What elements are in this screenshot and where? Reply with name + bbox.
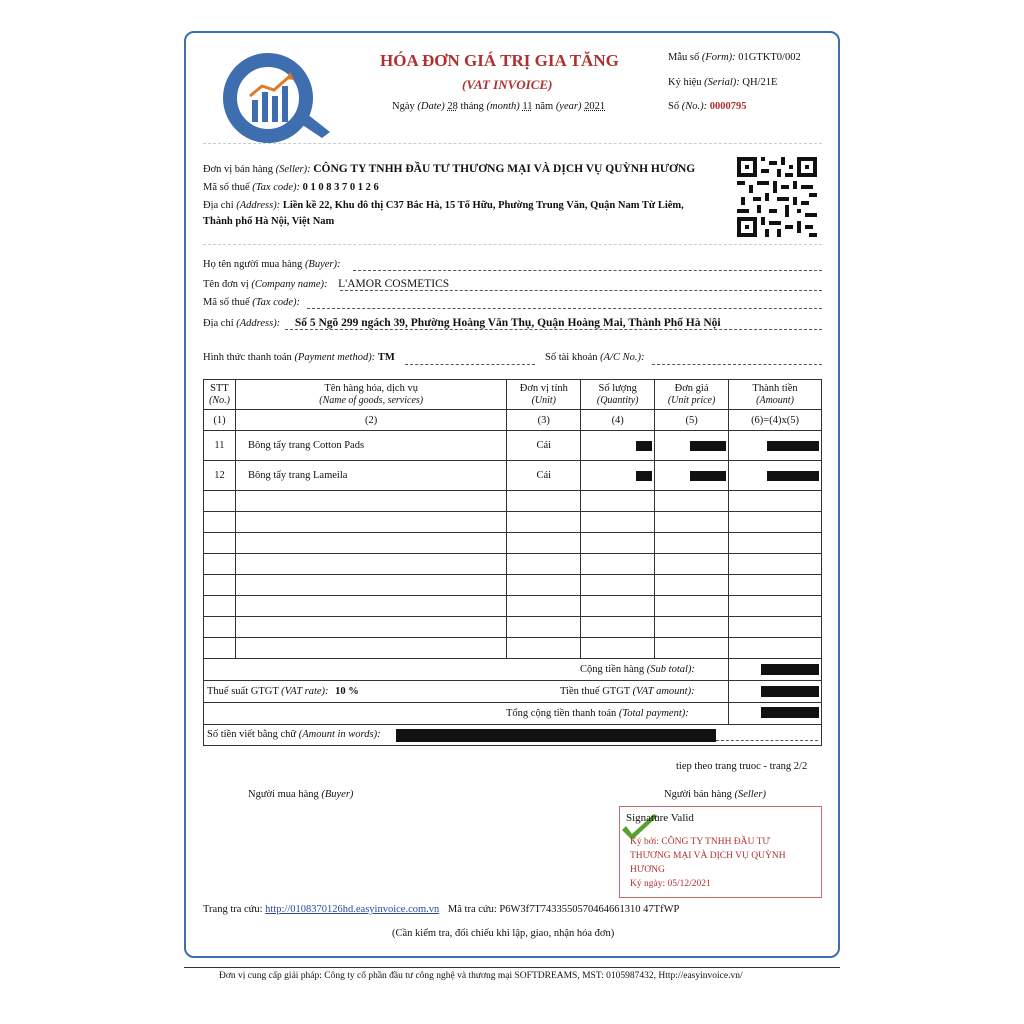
buyer-tax-code: Mã số thuế (Tax code): xyxy=(203,297,301,308)
verification-note: (Cần kiểm tra, đối chiếu khi lập, giao, nhận hóa đơn) xyxy=(392,928,615,939)
header-amount: Thành tiền (Amount) xyxy=(729,380,822,410)
redacted-amount xyxy=(767,441,819,451)
seller-tax-code: Mã số thuế (Tax code): 0 1 0 8 3 7 0 1 2 6 xyxy=(203,182,379,193)
buyer-company-line xyxy=(340,290,822,291)
footer-divider xyxy=(184,967,840,968)
vat-rate: Thuế suất GTGT (VAT rate): 10 % xyxy=(207,686,359,697)
signed-by-line3: HƯƠNG xyxy=(630,865,665,875)
buyer-name-line xyxy=(353,270,822,271)
invoice-title: HÓA ĐƠN GIÁ TRỊ GIA TĂNG xyxy=(380,51,619,70)
header-unit: Đơn vị tính (Unit) xyxy=(507,380,581,410)
header-quantity: Số lượng (Quantity) xyxy=(581,380,655,410)
redacted-quantity xyxy=(636,441,652,451)
header-divider xyxy=(203,143,822,144)
table-row: 11 Bông tẩy trang Cotton Pads Cái xyxy=(204,431,822,461)
form-number: Mẫu số (Form): 01GTKT0/002 xyxy=(668,52,801,63)
table-row-empty xyxy=(204,596,822,617)
account-line xyxy=(652,364,822,365)
seller-signature-label: Người bán hàng (Seller) xyxy=(664,789,766,800)
seller-name: Đơn vị bán hàng (Seller): CÔNG TY TNHH ĐẦU TƯ THƯƠNG MẠI VÀ DỊCH VỤ QUỲNH HƯƠNG xyxy=(203,163,696,175)
table-row: 12 Bông tẩy trang Lameila Cái xyxy=(204,461,822,491)
buyer-company: Tên đơn vị (Company name): L'AMOR COSMETICS xyxy=(203,278,450,290)
redacted-amount xyxy=(767,471,819,481)
invoice-subtitle: (VAT INVOICE) xyxy=(462,77,553,92)
header-name: Tên hàng hóa, dịch vụ (Name of goods, services) xyxy=(235,380,506,410)
lookup-url-link[interactable]: http://0108370126hd.easyinvoice.com.vn xyxy=(265,904,440,915)
table-row-empty xyxy=(204,533,822,554)
buyer-address-line xyxy=(285,329,822,330)
table-header-row xyxy=(204,380,822,410)
table-row-empty xyxy=(204,638,822,659)
signed-by-line2: THƯƠNG MẠI VÀ DỊCH VỤ QUỲNH xyxy=(630,851,786,861)
signed-by-line1: Ký bởi: CÔNG TY TNHH ĐẦU TƯ xyxy=(630,837,770,847)
header-no: STT (No.) xyxy=(204,380,236,410)
redacted-vat-amount xyxy=(761,686,819,697)
redacted-subtotal xyxy=(761,664,819,675)
header-unit-price: Đơn giá (Unit price) xyxy=(655,380,729,410)
table-row-empty xyxy=(204,512,822,533)
buyer-signature-label: Người mua hàng (Buyer) xyxy=(248,789,354,800)
table-row-empty xyxy=(204,491,822,512)
buyer-tax-line xyxy=(307,308,822,309)
company-logo xyxy=(222,52,334,144)
signature-valid: Signature Valid xyxy=(626,812,694,824)
seller-divider xyxy=(203,244,822,245)
items-table xyxy=(203,379,822,659)
redacted-unit-price xyxy=(690,471,726,481)
vat-amount-label: Tiền thuế GTGT (VAT amount): xyxy=(560,686,695,697)
table-row-empty xyxy=(204,554,822,575)
invoice-date: Ngày (Date) 28 tháng (month) 11 năm (year) 2021 xyxy=(392,101,606,112)
redacted-unit-price xyxy=(690,441,726,451)
payment-method: Hình thức thanh toán (Payment method): TM xyxy=(203,352,395,363)
subtotal-label: Cộng tiền hàng (Sub total): xyxy=(580,664,695,675)
table-index-row: (1) (2) (3) (4) (5) (6)=(4)x(5) xyxy=(204,410,822,431)
redacted-quantity xyxy=(636,471,652,481)
account-number: Số tài khoản (A/C No.): xyxy=(545,352,645,363)
seller-address-line2: Thành phố Hà Nội, Việt Nam xyxy=(203,216,335,227)
invoice-number: Số (No.): 0000795 xyxy=(668,101,747,112)
signed-date: Ký ngày: 05/12/2021 xyxy=(630,879,711,889)
payment-line xyxy=(405,364,535,365)
lookup-info: Trang tra cứu: http://0108370126hd.easyinvoice.com.vn Mã tra cứu: P6W3f7T7433550570464661310 47TfWP xyxy=(203,904,680,915)
continuation-note: tiep theo trang truoc - trang 2/2 xyxy=(676,761,808,772)
total-payment-label: Tổng cộng tiền thanh toán (Total payment): xyxy=(506,708,689,719)
qr-code xyxy=(737,157,817,237)
redacted-total xyxy=(761,707,819,718)
buyer-address: Địa chỉ (Address): Số 5 Ngõ 299 ngách 39, Phường Hoàng Văn Thụ, Quận Hoàng Mai, Thành Phố Hà Nội xyxy=(203,317,721,329)
amount-in-words-label: Số tiền viết bằng chữ (Amount in words): xyxy=(207,729,381,740)
table-row-empty xyxy=(204,575,822,596)
seller-address: Địa chỉ (Address): Liền kề 22, Khu đô thị C37 Bắc Hà, 15 Tố Hữu, Phường Trung Văn, Quận Nam Từ Liêm, xyxy=(203,200,684,211)
buyer-name-label: Họ tên người mua hàng (Buyer): xyxy=(203,259,341,270)
footer-provider: Đơn vị cung cấp giải pháp: Công ty cổ phần đầu tư công nghệ và thương mại SOFTDREAMS, MST: 0105987432, Http://easyinvoice.vn/ xyxy=(219,971,743,981)
serial-number: Ký hiệu (Serial): QH/21E xyxy=(668,77,778,88)
table-row-empty xyxy=(204,617,822,638)
redacted-amount-in-words xyxy=(396,729,716,742)
